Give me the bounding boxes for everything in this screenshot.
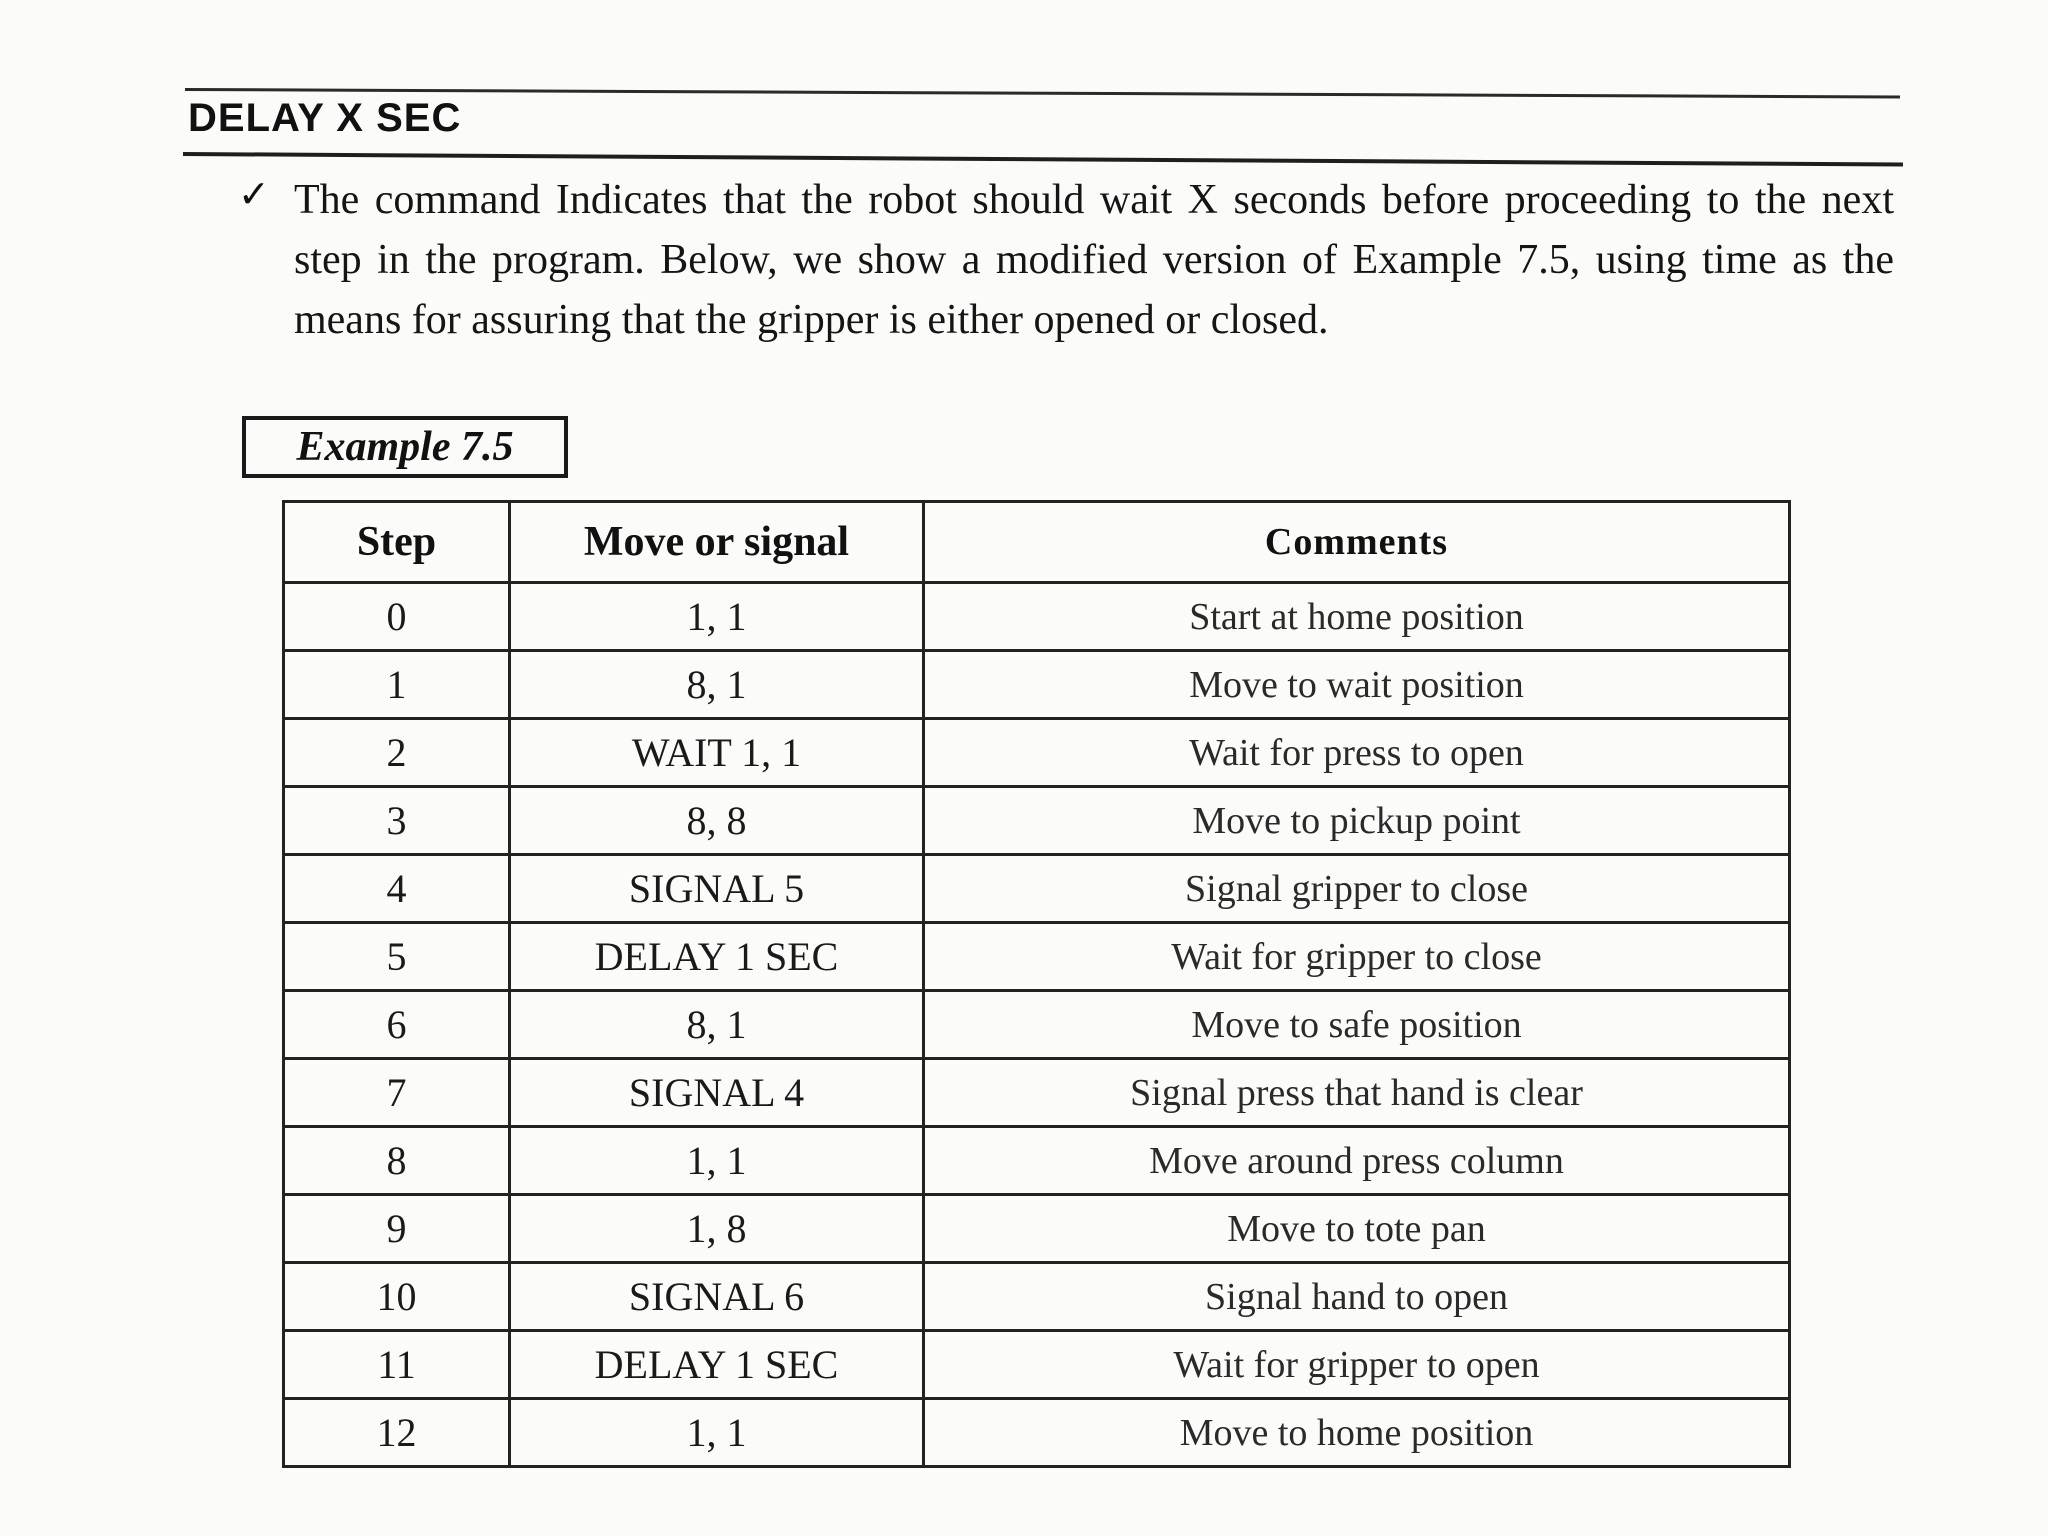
- table-row: [284, 719, 1790, 787]
- header-step: Step: [284, 502, 510, 583]
- check-icon: ✓: [238, 172, 270, 216]
- table-row: [284, 787, 1790, 855]
- table-row: [284, 651, 1790, 719]
- move-cell: DELAY 1 SEC: [510, 1331, 924, 1399]
- step-cell: 8: [284, 1127, 510, 1195]
- table-row: [284, 1195, 1790, 1263]
- move-cell: 8, 1: [510, 651, 924, 719]
- comment-cell: Start at home position: [924, 583, 1790, 651]
- table-row: [284, 923, 1790, 991]
- step-cell: 12: [284, 1399, 510, 1467]
- step-cell: 10: [284, 1263, 510, 1331]
- section-heading: DELAY X SEC: [188, 96, 462, 140]
- table-row: [284, 1331, 1790, 1399]
- table-header-row: [284, 502, 1790, 583]
- move-cell: SIGNAL 6: [510, 1263, 924, 1331]
- step-cell: 6: [284, 991, 510, 1059]
- table-row: [284, 855, 1790, 923]
- comment-cell: Wait for gripper to close: [924, 923, 1790, 991]
- move-cell: 1, 1: [510, 583, 924, 651]
- step-cell: 3: [284, 787, 510, 855]
- move-cell: 8, 8: [510, 787, 924, 855]
- comment-cell: Signal press that hand is clear: [924, 1059, 1790, 1127]
- comment-cell: Move to safe position: [924, 991, 1790, 1059]
- step-cell: 1: [284, 651, 510, 719]
- move-cell: SIGNAL 4: [510, 1059, 924, 1127]
- table-row: [284, 1399, 1790, 1467]
- example-label-box: [242, 416, 568, 478]
- move-cell: 1, 8: [510, 1195, 924, 1263]
- comment-cell: Move to tote pan: [924, 1195, 1790, 1263]
- comment-cell: Move to pickup point: [924, 787, 1790, 855]
- table-row: [284, 1127, 1790, 1195]
- program-steps-table: [282, 500, 1791, 1468]
- step-cell: 4: [284, 855, 510, 923]
- table-row: [284, 1263, 1790, 1331]
- table-row: [284, 583, 1790, 651]
- step-cell: 11: [284, 1331, 510, 1399]
- comment-cell: Signal hand to open: [924, 1263, 1790, 1331]
- example-label: Example 7.5: [296, 424, 514, 470]
- move-cell: 8, 1: [510, 991, 924, 1059]
- move-cell: 1, 1: [510, 1399, 924, 1467]
- comment-cell: Move to home position: [924, 1399, 1790, 1467]
- comment-cell: Move to wait position: [924, 651, 1790, 719]
- header-comments: Comments: [924, 502, 1790, 583]
- table-row: [284, 1059, 1790, 1127]
- step-cell: 0: [284, 583, 510, 651]
- comment-cell: Wait for gripper to open: [924, 1331, 1790, 1399]
- move-cell: WAIT 1, 1: [510, 719, 924, 787]
- move-cell: 1, 1: [510, 1127, 924, 1195]
- step-cell: 9: [284, 1195, 510, 1263]
- table-row: [284, 991, 1790, 1059]
- step-cell: 2: [284, 719, 510, 787]
- header-move-or-signal: Move or signal: [510, 502, 924, 583]
- move-cell: DELAY 1 SEC: [510, 923, 924, 991]
- step-cell: 7: [284, 1059, 510, 1127]
- move-cell: SIGNAL 5: [510, 855, 924, 923]
- step-cell: 5: [284, 923, 510, 991]
- comment-cell: Signal gripper to close: [924, 855, 1790, 923]
- bullet-text: The command Indicates that the robot should wait X seconds before proceeding to the next step in the program. Below, we show a modified version of Example 7.5, using time as the means for assuring that the gripper is either opened or closed.: [294, 177, 1894, 343]
- heading-bottom-rule: [183, 152, 1903, 167]
- comment-cell: Move around press column: [924, 1127, 1790, 1195]
- comment-cell: Wait for press to open: [924, 719, 1790, 787]
